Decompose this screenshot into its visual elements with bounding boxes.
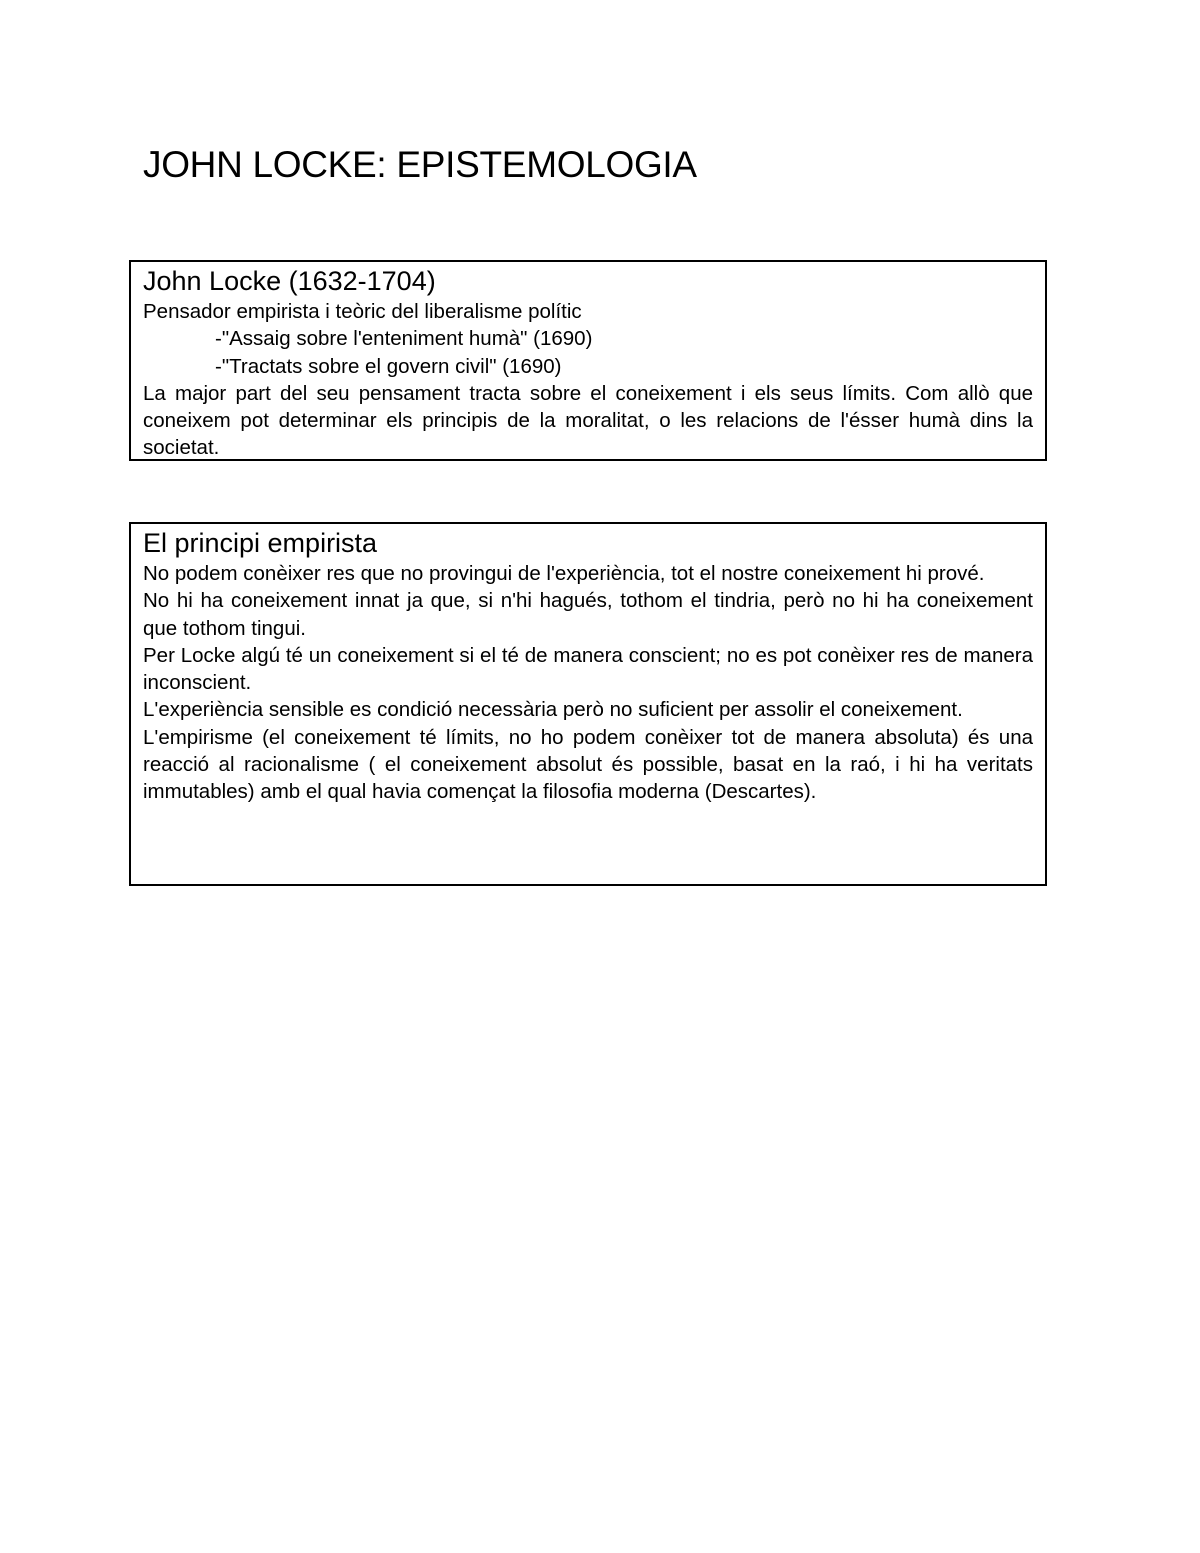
biography-heading: John Locke (1632-1704) bbox=[143, 266, 436, 296]
principle-paragraph: L'experiència sensible es condició necessària però no suficient per assolir el coneixement. bbox=[143, 698, 963, 722]
principle-paragraph: L'empirisme (el coneixement té límits, no ho podem conèixer tot de manera absoluta) és una reacció al racionalisme ( el coneixement absolut és possible, basat en la raó, i hi ha veritats immutables) amb el qual havia començat la filosofia moderna (Descartes). bbox=[143, 725, 1033, 804]
principle-paragraph: No hi ha coneixement innat ja que, si n'hi hagués, tothom el tindria, però no hi ha coneixement que tothom tingui. bbox=[143, 589, 1033, 640]
principle-paragraph: Per Locke algú té un coneixement si el té de manera conscient; no es pot conèixer res de manera inconscient. bbox=[143, 643, 1033, 695]
biography-paragraph: La major part del seu pensament tracta sobre el coneixement i els seus límits. Com allò que coneixem pot determinar els principis de la moralitat, o les relacions de l'ésser humà dins la societat. bbox=[143, 381, 1033, 460]
biography-box bbox=[129, 260, 1047, 461]
work-item: -"Assaig sobre l'enteniment humà" (1690) bbox=[215, 327, 593, 351]
empiricist-principle-box bbox=[129, 522, 1047, 886]
empiricist-principle-heading: El principi empirista bbox=[143, 528, 378, 558]
principle-paragraph: No podem conèixer res que no provingui de l'experiència, tot el nostre coneixement hi prové. bbox=[143, 562, 985, 585]
page-title: JOHN LOCKE: EPISTEMOLOGIA bbox=[143, 144, 697, 185]
work-item: -"Tractats sobre el govern civil" (1690) bbox=[215, 354, 562, 378]
biography-intro: Pensador empirista i teòric del liberalisme polític bbox=[143, 300, 582, 323]
